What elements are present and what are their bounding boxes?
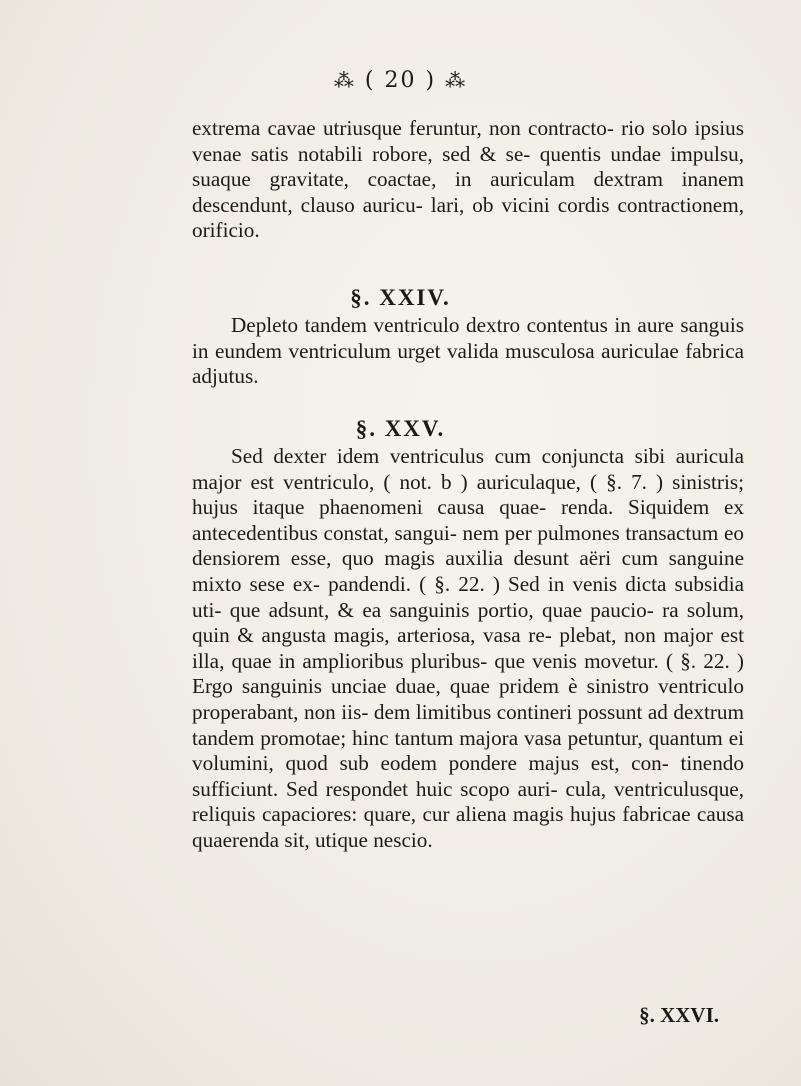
- section-heading-25: §. XXV.: [355, 416, 446, 441]
- paragraph-24: Depleto tandem ventriculo dextro contentus in aure sanguis in eundem ventriculum urget valida musculosa auriculae fabrica adjutus.: [192, 313, 744, 389]
- page-header: [0, 68, 801, 93]
- left-ornament-icon: ⁂: [333, 68, 356, 92]
- paragraph-continuation: extrema cavae utriusque feruntur, non contracto- rio solo ipsius venae satis notabili robore, sed & se- quentis undae impulsu, suaque gravitate, coactae, in auriculam dextram inanem descendunt, clauso auricu- lari, ob vicini cordis contractionem, orificio.: [192, 116, 744, 243]
- section-heading-24: §. XXIV.: [350, 285, 451, 310]
- paragraph-25: Sed dexter idem ventriculus cum conjuncta sibi auricula major est ventriculo, ( not. b ) auriculaque, ( §. 7. ) sinistris; hujus itaque phaenomeni causa quae- renda. Siquidem ex antecedentibus constat, sangui- nem per pulmones transactum eo densiorem esse, quo magis auxilia desunt aëri cum sanguine mixto sese ex- pandendi. ( §. 22. ) Sed in venis dicta subsidia uti- que adsunt, & ea sanguinis portio, quae paucio- ra solum, quin & angusta magis, arteriosa, vasa re- plebat, non major est illa, quae in amplioribus pluribus- que venis movetur. ( §. 22. ) Ergo sanguinis unciae duae, quae pridem è sinistro ventriculo properabant, non iis- dem limitibus contineri possunt ad dextrum tandem promotae; hinc tantum majora vasa petuntur, quantum ei volumini, quod sub eodem pondere majus est, con- tinendo sufficiunt. Sed respondet huic scopo auri- cula, ventriculusque, reliquis capaciores: quare, cur aliena magis hujus fabricae causa quaerenda sit, utique nescio.: [192, 444, 744, 852]
- right-ornament-icon: ⁂: [445, 68, 468, 92]
- catchword: §. XXVI.: [639, 1003, 719, 1027]
- page-number: ( 20 ): [364, 68, 437, 93]
